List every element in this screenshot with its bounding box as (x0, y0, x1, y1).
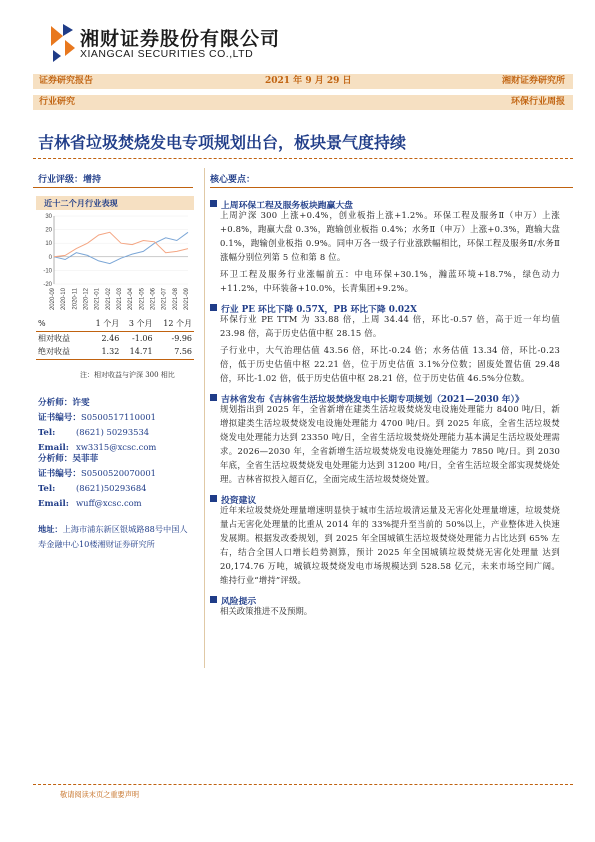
x-tick-label: 2020-09 (50, 288, 56, 311)
industry-rating (38, 172, 101, 185)
y-tick-label: 10 (45, 241, 52, 248)
email-address[interactable]: xw3315@xcsc.com (76, 442, 157, 452)
x-tick-label: 2021-09 (184, 288, 190, 311)
rating-divider (33, 187, 193, 188)
row-label-absolute: 绝对收益 (38, 347, 70, 357)
section-marker-icon (210, 394, 217, 401)
y-tick-label: 0 (48, 254, 52, 261)
perf-chart-header (36, 196, 194, 210)
email-label: Email: (38, 499, 69, 509)
section-paragraph: 环卫工程及服务行业涨幅前五：中电环保+30.1%，瀚蓝环境+18.7%，绿色动力+11.2%，中环装备+10.0%，长青集团+9.2%。 (220, 269, 560, 293)
section-paragraph: 环保行业 PE TTM 为 33.88 倍，上周 34.44 倍，环比-0.57 倍，高于近一年均值 23.98 倍，高于历史估值中枢 28.15 倍。 (220, 314, 560, 338)
x-tick-label: 2021-06 (150, 288, 157, 311)
x-tick-label: 2021-01 (94, 288, 101, 311)
section-paragraph: 上周沪深 300 上涨+0.4%，创业板指上涨+1.2%。环保工程及服务Ⅱ（申万）上涨+0.8%，跑赢大盘 0.3%，跑输创业板指 0.4%；水务Ⅱ（申万）上涨+0.3%，跑输大盘 0.1%，跑输创业板指 0.9%。同申万各一级子行业涨跌幅相比，环保工程及服务Ⅱ/水务Ⅱ涨幅分别位列第 5 位和第 8 位。 (220, 210, 560, 262)
table-cell: 7.56 (174, 347, 192, 357)
section-marker-icon (210, 304, 217, 311)
section-paragraph: 近年来垃圾焚烧处理量增速明显快于城市生活垃圾清运量及无害化处理量增速，垃圾焚烧量占无害化处理量的比重从 2014 年的 33%提升至当前的 50%以上，产业整体进入快速发展期。根据发改委规划，到 2025 年全国城镇生活垃圾焚烧处理能力占比达到 65% 左右，结合全国人口增长趋势测算，预计 2025 年全国城镇垃圾焚烧无害化处理量 达到 20,174.76 万吨，城镇垃圾焚烧发电市场规模达到 528.58 亿元，未来市场空间广阔。维持行业“增持”评级。 (220, 505, 560, 585)
section-marker-icon (210, 596, 217, 603)
section-marker-icon (210, 200, 217, 207)
research-institute: 湘财证券研究所 (501, 76, 565, 86)
table-cell: -1.06 (132, 333, 153, 343)
rating-label: 行业评级： (38, 175, 84, 185)
section-5 (210, 589, 560, 618)
perf-chart-title: 近十二个月行业表现 (44, 198, 118, 208)
brand-name-en: XIANGCAI SECURITIES CO.,LTD (80, 48, 254, 60)
address-text: 上海市浦东新区银城路88号中国人寿金融中心10楼湘财证券研究所 (38, 524, 188, 549)
tel-number: (8621) 50293534 (76, 427, 150, 437)
header-band-2 (33, 95, 573, 110)
section-4 (210, 488, 560, 587)
tel-label: Tel: (38, 484, 56, 494)
section-heading: 投资建议 (221, 496, 257, 506)
section-paragraph: 子行业中，大气治理估值 43.56 倍，环比-0.24 倍；水务估值 13.34 倍，环比-0.23 倍，低于历史估值中枢 22.21 倍，位于历史估值 3.1%分位数；固废处置估值 29.48 倍，环比-1.02 倍，低于历史估值中枢 28.21 倍，位于历史估值 46.5%分位数。 (220, 345, 560, 383)
tel-label: Tel: (38, 428, 56, 438)
x-tick-label: 2021-08 (172, 288, 179, 311)
section-heading: 上周环保工程及服务板块跑赢大盘 (221, 201, 353, 211)
title-divider (33, 158, 573, 159)
table-header-1m: 1 个月 (95, 319, 120, 329)
research-category: 行业研究 (39, 97, 76, 107)
column-divider (204, 168, 205, 668)
section-paragraph: 相关政策推进不及预期。 (220, 606, 313, 616)
analyst-block-2 (38, 446, 198, 509)
cert-label: 证书编号： (38, 469, 81, 479)
email-label: Email: (38, 443, 69, 453)
analyst-name: 许雯 (72, 398, 90, 408)
y-tick-label: 20 (45, 227, 52, 234)
report-type: 证券研究报告 (39, 76, 94, 86)
analyst-name-label: 分析师： (38, 454, 73, 464)
x-tick-label: 2021-07 (161, 288, 168, 311)
table-cell: 14.71 (129, 347, 153, 357)
table-note: 注：相对收益与沪深 300 相比 (80, 371, 175, 379)
core-points-heading: 核心要点： (210, 175, 256, 185)
x-tick-label: 2020-11 (72, 288, 79, 310)
table-header-12m: 12 个月 (163, 319, 192, 329)
core-content (210, 193, 560, 618)
section-3 (210, 387, 560, 486)
x-tick-label: 2020-12 (83, 288, 90, 311)
section-heading: 行业 PE 环比下降 0.57X，PB 环比下降 0.02X (221, 305, 417, 315)
table-cell: 2.46 (101, 333, 120, 343)
page-title: 吉林省垃圾焚烧发电专项规划出台，板块景气度持续 (38, 133, 407, 152)
analyst-name-label: 分析师： (38, 398, 73, 408)
analyst-name: 吴菲菲 (72, 454, 99, 464)
brand-name-cn: 湘财证券股份有限公司 (80, 28, 281, 50)
section-heading: 吉林省发布《吉林省生活垃圾焚烧发电中长期专项规划（2021—2030 年）》 (221, 395, 524, 405)
footer-divider (33, 784, 573, 785)
table-cell: -9.96 (171, 333, 192, 343)
header-band-1 (33, 74, 573, 89)
cert-label: 证书编号： (38, 413, 81, 423)
series-line-1 (54, 232, 188, 263)
series-line-2 (54, 232, 188, 256)
company-logo (49, 22, 77, 64)
x-tick-label: 2021-05 (139, 288, 146, 311)
report-series: 环保行业周报 (510, 97, 565, 107)
analyst-block-1 (38, 390, 198, 453)
table-cell: 1.32 (101, 347, 120, 357)
y-tick-label: -10 (43, 268, 52, 275)
core-divider (210, 187, 573, 188)
cert-number: S0500517110001 (80, 412, 156, 422)
section-paragraph: 规划指出到 2025 年，全省新增在建类生活垃圾焚烧发电设施处理能力 8400 吨/日，新增拟建类生活垃圾焚烧发电设施处理能力 4700 吨/日。到 2025 年底，全省生活垃圾焚烧发电处理能力达到 23350 吨/日，全省生活垃圾焚烧处理能力基本满足生活垃圾处理需求。2026—2030 年，全省新增生活垃圾焚烧发电设施处理能力 7850 吨/日。到 2030 年底，全省生活垃圾焚烧发电处理能力达到 31200 吨/日，全省生活垃圾全部实现焚烧处理。吉林省拟投入超百亿，全面完成生活垃圾焚烧处置。 (220, 404, 560, 484)
section-1 (210, 193, 560, 295)
x-tick-label: 2021-03 (117, 288, 123, 311)
y-tick-label: 30 (45, 214, 52, 220)
table-header-3m: 3 个月 (128, 319, 153, 329)
x-tick-label: 2021-02 (105, 288, 112, 311)
address-label: 地址： (38, 524, 63, 534)
x-tick-label: 2021-04 (128, 288, 135, 311)
performance-table (36, 317, 194, 360)
section-heading: 风险提示 (221, 597, 257, 607)
email-address[interactable]: wuff@xcsc.com (76, 498, 142, 508)
y-tick-label: -20 (43, 282, 52, 288)
tel-number: (8621)50293684 (76, 483, 147, 493)
x-tick-label: 2020-10 (61, 288, 68, 311)
performance-chart (36, 212, 194, 320)
section-2 (210, 297, 560, 385)
report-date: 2021 年 9 月 29 日 (265, 76, 352, 86)
cert-number: S0500520070001 (80, 468, 156, 478)
footer-disclaimer: 敬请阅读末页之重要声明 (60, 790, 140, 799)
row-label-relative: 相对收益 (38, 333, 70, 343)
rating-value: 增持 (83, 175, 102, 185)
table-header-unit: % (38, 319, 46, 329)
section-marker-icon (210, 495, 217, 502)
address-block (38, 522, 190, 552)
